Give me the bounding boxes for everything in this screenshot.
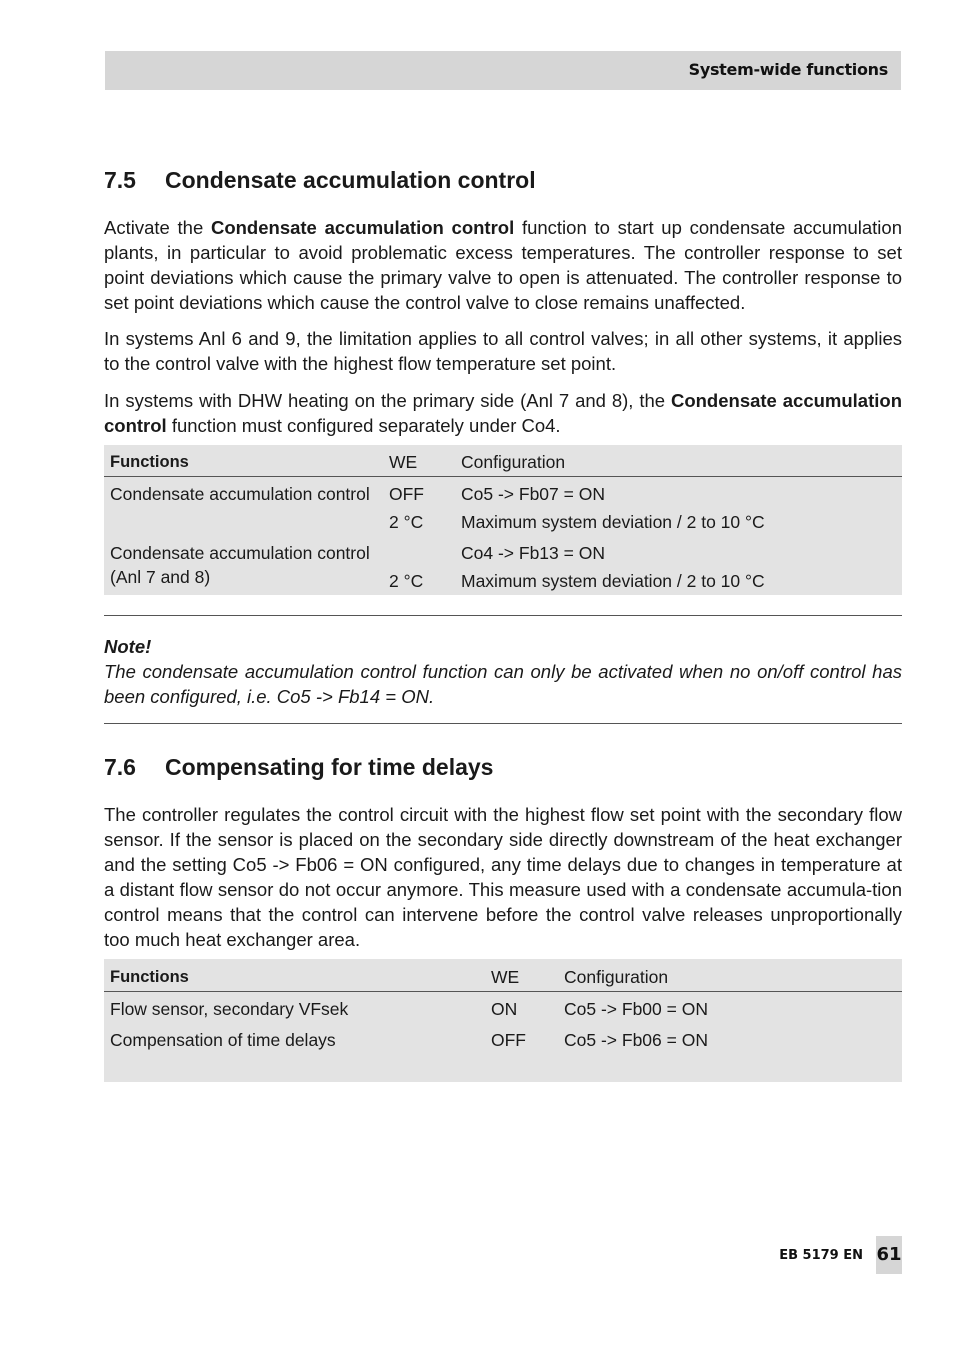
functions-table-2	[104, 959, 902, 1082]
page-number-box	[876, 1236, 902, 1274]
document-id: EB 5179 EN	[779, 1248, 863, 1263]
note-top-rule	[104, 615, 902, 616]
note-bottom-rule	[104, 723, 902, 724]
note-body: The condensate accumulation control function can only be activated when no on/off control has been configured, i.e. Co5 -> Fb14 = ON.	[104, 661, 902, 707]
table-cell-we: OFF	[389, 484, 424, 504]
running-header	[105, 51, 901, 90]
table-cell-function: Condensate accumulation control	[110, 484, 370, 504]
table-cell-function: Compensation of time delays	[110, 1030, 336, 1050]
table-header-divider	[104, 991, 902, 992]
section-title: Condensate accumulation control	[165, 167, 536, 193]
table-cell-config: Co4 -> Fb13 = ON	[461, 543, 605, 563]
note-title: Note!	[104, 636, 152, 657]
table-header-functions: Functions	[110, 968, 189, 986]
table-cell-we: 2 °C	[389, 571, 424, 591]
table-cell-config: Co5 -> Fb07 = ON	[461, 484, 605, 504]
table-cell-config: Maximum system deviation / 2 to 10 °C	[461, 512, 765, 532]
table-cell-function: Flow sensor, secondary VFsek	[110, 999, 349, 1019]
table-cell-function: Condensate accumulation control	[110, 543, 370, 563]
table-cell-we: ON	[491, 999, 518, 1019]
table-header-we: WE	[491, 967, 520, 987]
table-header-configuration: Configuration	[461, 452, 566, 472]
table-cell-we: OFF	[491, 1030, 526, 1050]
functions-table-1	[104, 445, 902, 595]
table-cell-config: Co5 -> Fb06 = ON	[564, 1030, 708, 1050]
text-run: function must configured separately under Co4.	[166, 415, 561, 436]
page-number: 61	[876, 1244, 902, 1265]
section-7-5-paragraph-2: In systems Anl 6 and 9, the limitation applies to all control valves; in all other systems, it applies to the control valve with the highest flow temperature set point.	[104, 328, 902, 374]
text-run: Activate the	[104, 217, 211, 238]
table-header-configuration: Configuration	[564, 967, 669, 987]
bold-term: Condensate accumulation control	[104, 390, 902, 436]
table-cell-we: 2 °C	[389, 512, 424, 532]
table-header-we: WE	[389, 452, 418, 472]
section-7-5-heading	[104, 167, 536, 194]
section-7-6-heading	[104, 754, 493, 781]
bold-term: Condensate accumulation control	[210, 217, 515, 238]
section-number: 7.6	[104, 754, 136, 780]
table-cell-config: Maximum system deviation / 2 to 10 °C	[461, 571, 765, 591]
table-header-functions: Functions	[110, 453, 189, 471]
running-header-title: System-wide functions	[688, 60, 888, 79]
section-7-5-paragraph-3	[104, 388, 902, 438]
section-7-5-paragraph-1	[104, 215, 902, 315]
table-header-divider	[104, 476, 902, 477]
section-number: 7.5	[104, 167, 136, 193]
text-run: function to start up condensate accumulation plants, in particular to avoid problematic excess temperatures. The controller response to set point deviations which cause the primary valve to open is attenuated. The controller response to set point deviations which cause the control valve to close remains unaffected.	[104, 217, 902, 313]
table-cell-function: (Anl 7 and 8)	[110, 567, 211, 587]
text-run: In systems with DHW heating on the primary side (Anl 7 and 8), the	[104, 390, 671, 411]
section-7-6-paragraph-1: The controller regulates the control circuit with the highest flow set point with the secondary flow sensor. If the sensor is placed on the secondary side directly downstream of the heat exchanger and the setting Co5 -> Fb06 = ON configured, any time delays due to changes in temperature at a distant flow sensor do not occur anymore. This measure used with a condensate accumula-tion control means that the control can intervene before the control valve releases unproportionally too much heat exchanger area.	[104, 804, 902, 950]
section-title: Compensating for time delays	[165, 754, 494, 780]
table-cell-config: Co5 -> Fb00 = ON	[564, 999, 708, 1019]
